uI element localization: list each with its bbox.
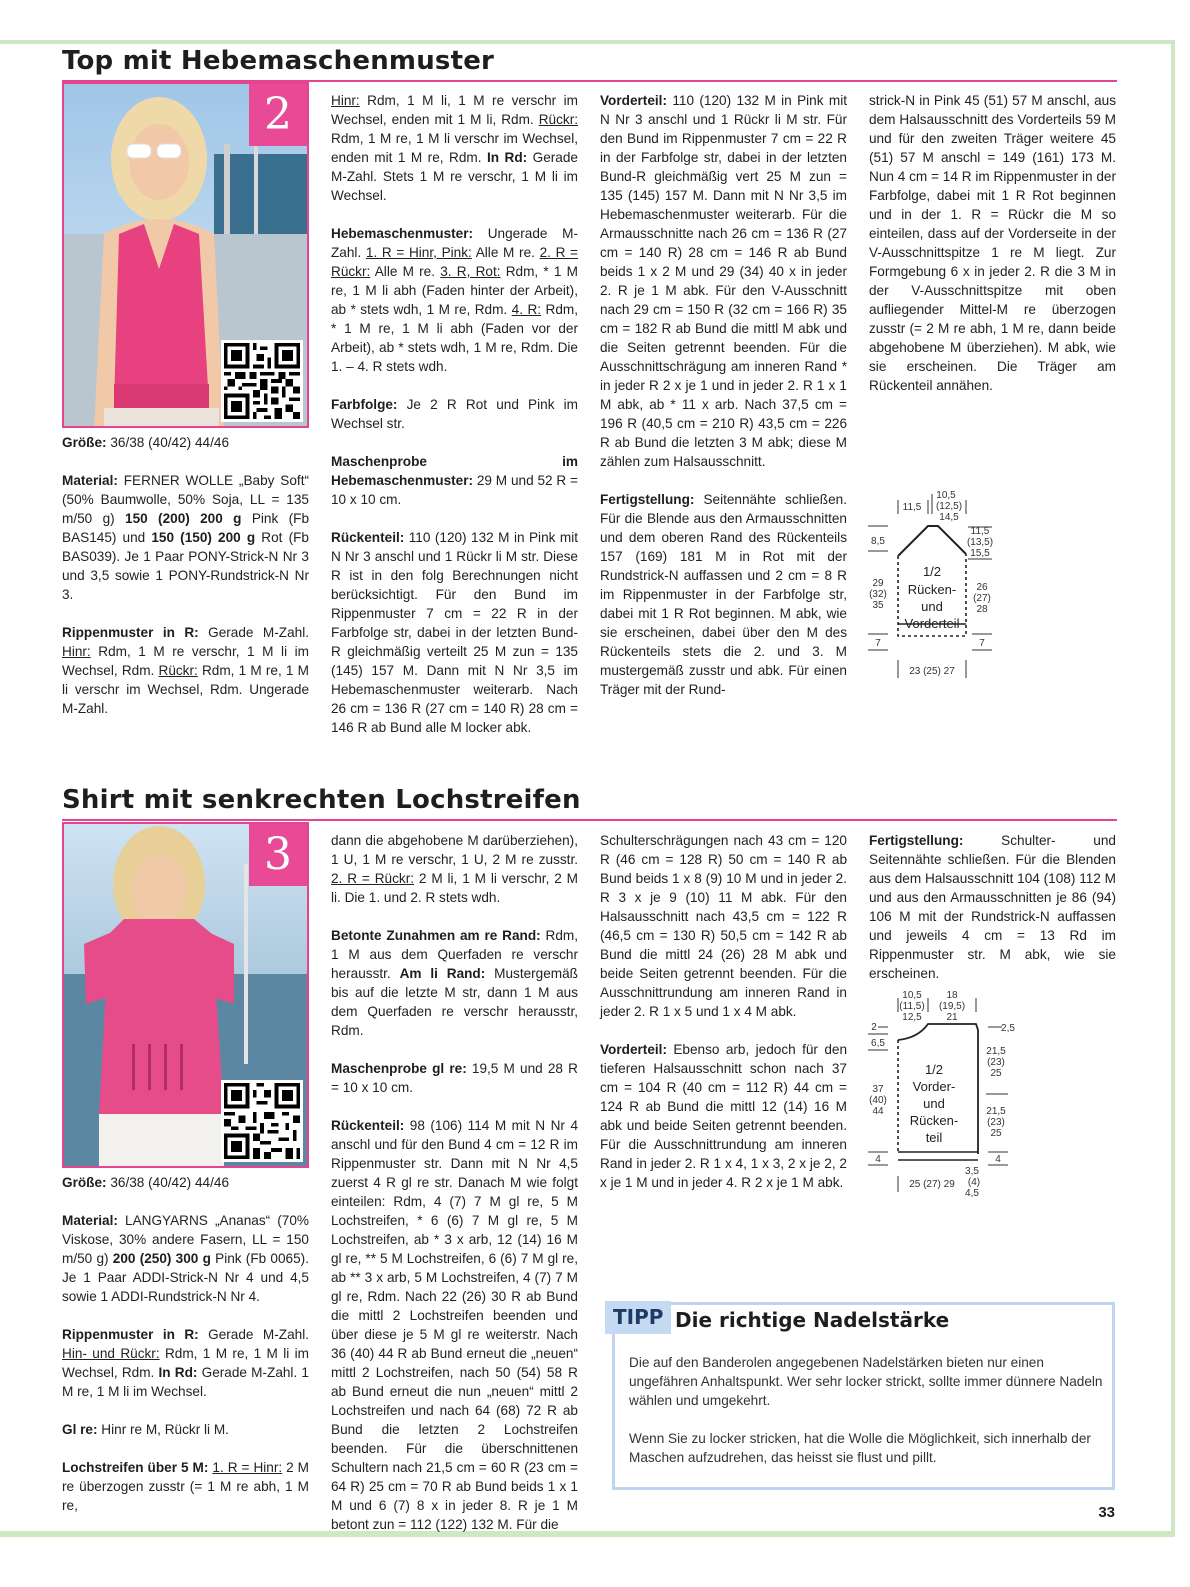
pattern-2-col-1: [62, 1173, 309, 1515]
dim-label: 21,5: [986, 1046, 1006, 1057]
rib-pattern-paragraph: Rippenmuster in R: Gerade M-Zahl. Hinr: Rdm, 1 M re verschr, 1 M li im Wechsel, Rdm. Rückr: Rdm, 1 M re, 1 M li verschr im Wechsel, Rdm. Ungerade M-Zahl.: [62, 625, 309, 716]
dim-label: 15,5: [970, 548, 990, 559]
qr-code-icon[interactable]: [221, 1080, 303, 1162]
schematic-diagram-2: [862, 984, 1022, 1204]
pattern-2-col-2: [331, 831, 578, 1534]
tip-title: Die richtige Nadelstärke: [675, 1308, 950, 1332]
dim-label: (23): [987, 1057, 1005, 1068]
qr-code-icon[interactable]: [221, 340, 303, 422]
text-paragraph: Betonte Zunahmen am re Rand: Rdm, 1 M aus dem Querfaden re verschr herausstr. Am li Rand: Mustergemäß bis auf die letzte M str, dann 1 M aus dem Querfaden re verschr herausstr, Rdm.: [331, 928, 578, 1038]
text-paragraph: Vorderteil: Ebenso arb, jedoch für den tieferen Halsausschnitt schon nach 37 cm = 104 R (40 cm = 112 R) 44 cm = 124 R ab Bund die mittl 12 (14) 16 M abk und beide Seiten getrennt beenden. Für die Ausschnittrundung am inneren Rand in jeder 2. R 1 x 4, 1 x 3, 2 x je 2, 2 x je 1 M und in jeder 4. R 2 x je 1 M abk.: [600, 1042, 847, 1190]
dim-label: 25: [990, 1128, 1002, 1139]
pattern-1-col-3: [600, 91, 847, 699]
dim-label: 25: [990, 1068, 1002, 1079]
diagram-label: Vorderteil: [904, 616, 960, 631]
dim-label: (23): [987, 1117, 1005, 1128]
dim-label: (19,5): [938, 1001, 966, 1012]
dim-label: (32): [869, 589, 887, 600]
tip-label: TIPP: [605, 1301, 671, 1334]
dim-label: 10,5: [902, 990, 922, 1001]
size-paragraph: Größe: 36/38 (40/42) 44/46: [62, 435, 229, 450]
dim-label: (40): [869, 1095, 887, 1106]
pattern-2-rule: [62, 819, 1117, 821]
dim-label: 21,5: [986, 1106, 1006, 1117]
text-paragraph: Vorderteil: 110 (120) 132 M in Pink mit N Nr 3 anschl und 1 Rückr li M str. Für den Bund im Rippenmuster 7 cm = 22 R in der Farbfolge str, dabei in der letzten Bund-R gleichmäßig vert 25 M zun = 135 (145) 157 M. Dann mit N Nr 3,5 im Hebemaschenmuster weiterarb. Für die Armausschnitte nach 26 cm = 136 R (27 cm = 140 R) 28 cm = 146 R ab Bund beids 1 x 2 M und 29 (34) 40 x in jeder 2. R je 1 M abk. Für den V-Ausschnitt nach 29 cm = 150 R (32 cm = 166 R) 35 cm = 182 R ab Bund die mittl M abk und die Seiten getrennt beenden. Für die Ausschnittschrägung am inneren Rand * in jeder R 2 x je 1 und in jeder 2. R 1 x 1 M abk, ab * 11 x arb. Nach 37,5 cm = 196 R (40,5 cm = 210 R) 43,5 cm = 226 R ab Bund die letzten 3 M abk; diese M zählen zum Halsausschnitt.: [600, 93, 847, 469]
pattern-1-col-2: [331, 91, 578, 737]
dim-label: 6,5: [871, 1038, 885, 1049]
dim-label: 4: [995, 1154, 1001, 1165]
diagram-label: Rücken-: [909, 1113, 959, 1128]
text-paragraph: strick-N in Pink 45 (51) 57 M anschl, aus dem Halsausschnitt des Vorderteils 59 M und für den zweiten Träger weitere 45 (51) 57 M anschl = 149 (161) 173 M. Nun 4 cm = 14 R im Rippenmuster in der Farbfolge, dabei mit 1 R Rot beginnen und in der 1. R = Rückr die M so einteilen, dass auf der Vorderseite in der V-Ausschnittspitze 1 re M liegt. Zur Formgebung 6 x in jeder 2. R die 3 M in der V-Ausschnittspitze mit oben aufliegender Mittel-M re überzogen zusstr (= 2 M re abh, 1 M re, dann beide abgehobene M überziehen). M abk, wie sie erscheinen. Die Träger am Rückenteil annähen.: [869, 93, 1116, 393]
text-paragraph: Farbfolge: Je 2 R Rot und Pink im Wechsel str.: [331, 397, 578, 431]
dim-label: 2: [871, 1022, 877, 1033]
text-paragraph: dann die abgehobene M darüberziehen), 1 U, 1 M re verschr, 1 U, 2 M re zusstr. 2. R = Rückr: 2 M li, 1 M li verschr, 2 M li. Die 1. und 2. R stets wdh.: [331, 833, 578, 905]
text-paragraph: Fertigstellung: Schulter- und Seitennähte schließen. Für die Blenden aus dem Halsausschnitt 104 (108) 112 M und aus den Armausschnitten je 86 (94) 106 M mit der Rundstrick-N auffassen und jeweils 4 cm = 13 Rd im Rippenmuster str. M abk, wie sie erscheinen.: [869, 833, 1116, 981]
text-paragraph: Fertigstellung: Seitennähte schließen. Für die Blende aus den Armausschnitten und dem oberen Rand des Rückenteils 157 (169) 181 M in Rot mit der Rundstrick-N auffassen und 2 cm = 8 R im Rippenmuster in der Farbfolge str, dabei mit 1 R Rot beginnen. M abk, wie sie erscheinen, dabei über den M des Rückenteils stets die 2. und 3. M mustergemäß zusstr und abk. Für einen Träger mit der Rund-: [600, 492, 847, 697]
dim-label: (13,5): [966, 537, 994, 548]
tip-box: [612, 1302, 1115, 1490]
dim-label: 26: [976, 582, 988, 593]
dim-label: 28: [976, 604, 988, 615]
tip-body: [629, 1353, 1107, 1486]
text-paragraph: Lochstreifen über 5 M: 1. R = Hinr: 2 M re überzogen zusstr (= 1 M re abh, 1 M re,: [62, 1460, 310, 1513]
dim-label: 7: [875, 638, 881, 649]
page-frame-bottom: [0, 1533, 1175, 1537]
dim-label: (12,5): [935, 501, 963, 512]
text-paragraph: Maschenprobe im Hebemaschenmuster: 29 M und 52 R = 10 x 10 cm.: [331, 454, 578, 507]
dim-label: 18: [946, 990, 958, 1001]
dim-label: 11,5: [970, 526, 990, 537]
text-paragraph: Hebemaschenmuster: Ungerade M-Zahl. 1. R = Hinr, Pink: Alle M re. 2. R = Rückr: Alle M re. 3. R, Rot: Rdm, * 1 M re, 1 M li abh (Faden hinter der Arbeit), ab * stets wdh, 1 M re, Rdm. 4. R: Rdm, * 1 M re, 1 M li abh (Faden vor der Arbeit), ab * stets wdh, 1 M re, Rdm. Die 1. – 4. R stets wdh.: [331, 226, 578, 374]
dim-label: 11,5: [902, 502, 922, 513]
text-paragraph: Hinr: Rdm, 1 M li, 1 M re verschr im Wechsel, enden mit 1 M li, Rdm. Rückr: Rdm, 1 M re, 1 M li verschr im Wechsel, enden mit 1 M re, Rdm. In Rd: Gerade M-Zahl. Stets 1 M re verschr, 1 M li im Wechsel.: [331, 93, 578, 203]
text-paragraph: Rückenteil: 110 (120) 132 M in Pink mit N Nr 3 anschl und 1 Rückr li M str. Diese R ist in den folg Berechnungen nicht berücksichtigt. Für den Bund im Rippenmuster 7 cm = 22 R in der Farbfolge str, dabei in der letzten Bund-R gleichmäßig verteilt 25 M zun = 135 (145) 157 M. Dann mit N Nr 3,5 im Hebemaschenmuster weiterarb. Nach 26 cm = 136 R (27 cm = 140 R) 28 cm = 146 R ab Bund alle M locker abk.: [331, 530, 578, 735]
text-paragraph: Schulterschrägungen nach 43 cm = 120 R (46 cm = 128 R) 50 cm = 140 R ab Bund beids 1 x 8 (9) 10 M und in jeder 2. R 3 x je 9 (10) 11 M abk. Für den Halsausschnitt nach 43,5 cm = 122 R (46,5 cm = 130 R) 50,5 cm = 142 R ab Bund die mittl 24 (26) 28 M abk und beide Seiten getrennt beenden. Für die Ausschnittrundung am inneren Rand in jeder 2. R 1 x 5 und 1 x 4 M abk.: [600, 833, 847, 1019]
size-paragraph: Größe: 36/38 (40/42) 44/46: [62, 1175, 229, 1190]
pattern-badge: 2: [249, 84, 307, 146]
pattern-badge: 3: [249, 824, 307, 886]
pattern-2-col-3: [600, 831, 847, 1192]
pattern-1-photo: [62, 82, 309, 428]
dim-label: 8,5: [871, 536, 885, 547]
dim-label: 23 (25) 27: [909, 666, 955, 677]
pattern-2-photo: [62, 822, 309, 1168]
dim-label: (11,5): [899, 1001, 925, 1012]
pattern-2-title: Shirt mit senkrechten Lochstreifen: [62, 785, 581, 815]
tip-paragraph: Die auf den Banderolen angegebenen Nadelstärken bieten nur einen ungefähren Anhaltspunkt. Wer sehr locker strickt, sollte immer dünnere Nadeln wählen und umgekehrt.: [629, 1355, 1103, 1408]
diagram-label: und: [921, 599, 943, 614]
text-paragraph: Gl re: Hinr re M, Rückr li M.: [62, 1422, 229, 1437]
material-paragraph: Material: FERNER WOLLE „Baby Soft“ (50% Baumwolle, 50% Soja, LL = 135 m/50 g) 150 (200) 200 g Pink (Fb BAS145) und 150 (150) 200 g Rot (Fb BAS039). Je 1 Paar PONY-Strick-N Nr 3 und 3,5 sowie 1 PONY-Rundstrick-N Nr 3.: [62, 473, 309, 602]
dim-label: 2,5: [1001, 1023, 1015, 1034]
schematic-diagram-1: [862, 484, 1002, 684]
tip-paragraph: Wenn Sie zu locker stricken, hat die Wolle die Möglichkeit, sich innerhalb der Maschen aufzudrehen, das heisst sie flust und pillt.: [629, 1431, 1091, 1465]
dim-label: (4): [967, 1177, 981, 1188]
text-paragraph: Rückenteil: 98 (106) 114 M mit N Nr 4 anschl und für den Bund 4 cm = 12 R im Rippenmuster str. Dann mit N Nr 4,5 zuerst 4 R gl re str. Danach M wie folgt einteilen: Rdm, 4 (7) 7 M gl re, 5 M Lochstreifen, * 6 (6) 7 M gl re, 5 M Lochstreifen, ab * 3 x arb, 12 (14) 16 M gl re, ** 5 M Lochstreifen, 6 (6) 7 M gl re, ab ** 3 x arb, 5 M Lochstreifen, 4 (7) 7 M gl re, Rdm. Nach 22 (26) 30 R ab Bund die mittl 2 Lochstreifen beenden und über diese je 5 M gl re weiterstr. Nach 36 (40) 44 R ab Bund erneut die „neuen“ mittl 2 Lochstreifen, nach 50 (54) 58 R ab Bund erneut die nun „neuen“ mittl 2 Lochstreifen und nach 64 (68) 72 R ab Bund die letzten 2 Lochstreifen beenden. Für die überschnittenen Schultern nach 21,5 cm = 60 R (23 cm = 64 R) 25 cm = 70 R ab Bund beids 1 x 1 M und 6 (7) 8 x in jeder 8. R je 1 M betont zun = 112 (122) 132 M. Für die: [331, 1118, 578, 1532]
dim-label: 29: [872, 578, 884, 589]
pattern-2-col-4: [869, 831, 1116, 983]
dim-label: 25 (27) 29: [909, 1179, 955, 1190]
dim-label: 37: [872, 1084, 884, 1095]
pattern-1-col-4: [869, 91, 1116, 395]
rib-pattern-paragraph: Rippenmuster in R: Gerade M-Zahl. Hin- und Rückr: Rdm, 1 M re, 1 M li im Wechsel, Rdm. In Rd: Gerade M-Zahl. 1 M re, 1 M li im Wechsel.: [62, 1327, 309, 1399]
dim-label: 21: [946, 1012, 958, 1023]
dim-label: 14,5: [939, 512, 959, 523]
dim-label: 3,5: [965, 1166, 979, 1177]
dim-label: 10,5: [936, 490, 956, 501]
diagram-label: 1/2: [922, 564, 942, 579]
pattern-1-col-1: [62, 433, 309, 718]
diagram-label: Rücken-: [907, 582, 957, 597]
dim-label: 7: [979, 638, 985, 649]
dim-label: 4: [875, 1154, 881, 1165]
dim-label: 12,5: [902, 1012, 922, 1023]
text-paragraph: Maschenprobe gl re: 19,5 M und 28 R = 10 x 10 cm.: [331, 1061, 578, 1095]
dim-label: 35: [872, 600, 884, 611]
diagram-label: 1/2: [924, 1062, 944, 1077]
page-number: 33: [1098, 1504, 1115, 1521]
dim-label: (27): [973, 593, 991, 604]
diagram-label: Vorder-: [912, 1079, 956, 1094]
dim-label: 44: [872, 1106, 884, 1117]
pattern-1-title: Top mit Hebemaschenmuster: [62, 46, 495, 76]
diagram-label: und: [923, 1096, 945, 1111]
material-paragraph: Material: LANGYARNS „Ananas“ (70% Viskose, 30% andere Fasern, LL = 150 m/50 g) 200 (250) 300 g Pink (Fb 0065). Je 1 Paar ADDI-Strick-N Nr 4 und 4,5 sowie 1 ADDI-Rundstrick-N Nr 4.: [62, 1213, 309, 1304]
dim-label: 4,5: [965, 1188, 979, 1199]
diagram-label: teil: [925, 1130, 943, 1145]
